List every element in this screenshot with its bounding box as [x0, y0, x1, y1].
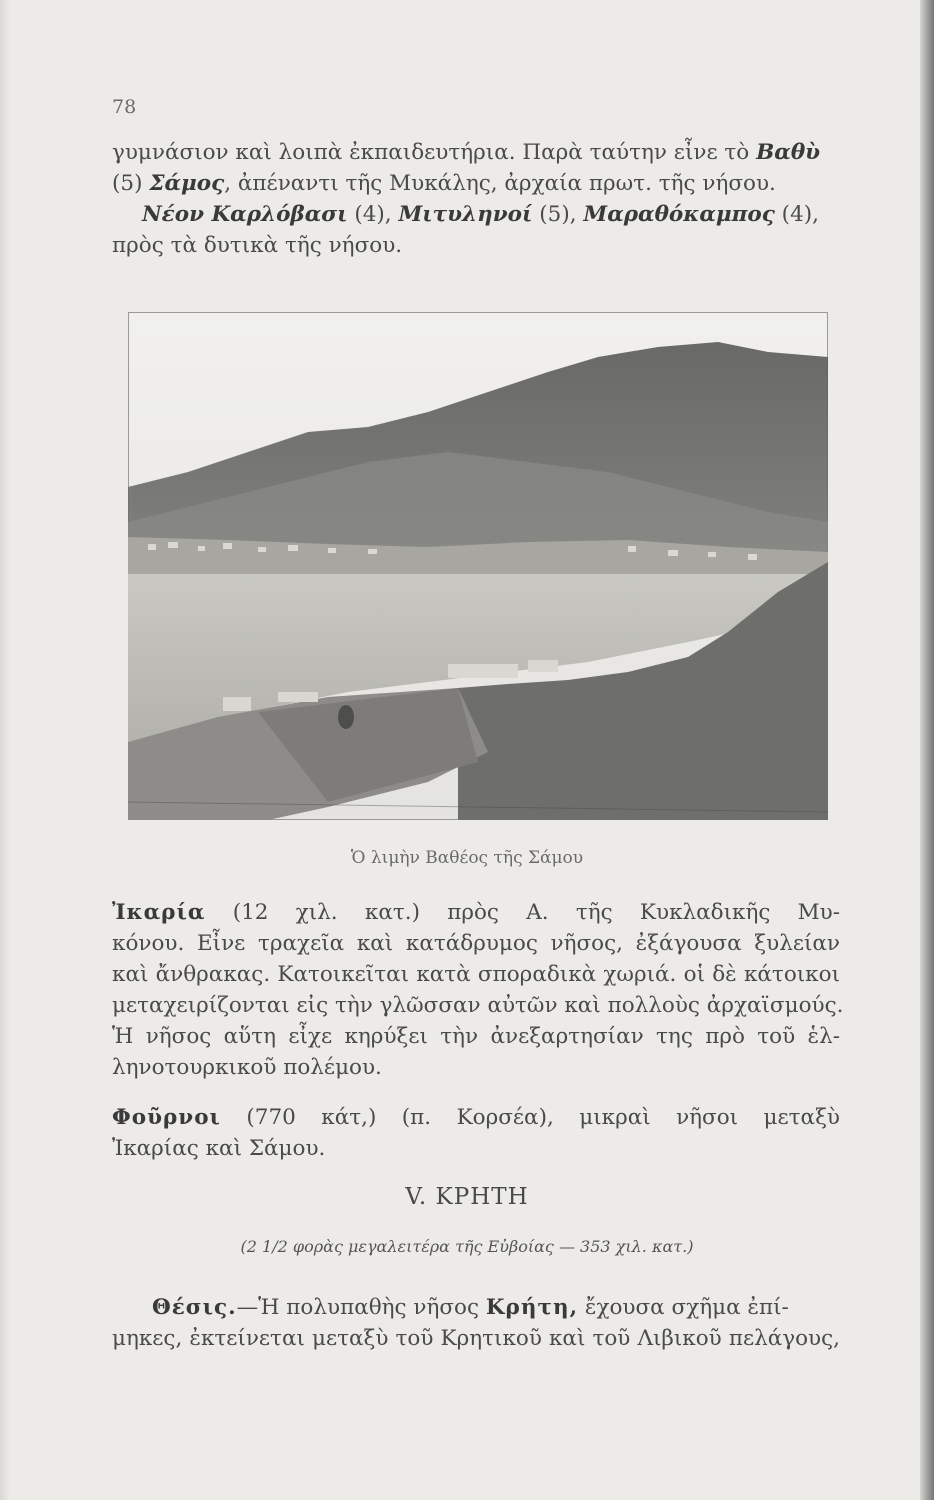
place-marathokampos: Μαραθόκαμπος	[583, 202, 775, 227]
heading-fourni: Φοῦρνοι	[112, 1105, 221, 1130]
figure-caption: Ὁ λιμὴν Βαθέος τῆς Σάμου	[350, 848, 584, 868]
intro-text: (5),	[532, 202, 584, 227]
photo-stain	[338, 705, 354, 729]
intro-text: (5)	[112, 171, 143, 196]
place-samos: Σάμος	[149, 171, 225, 196]
page-edge	[920, 0, 934, 1500]
thesis-line-1	[112, 1292, 840, 1323]
intro-text: (4),	[774, 202, 819, 227]
intro-line-4: πρὸς τὰ δυτικὰ τῆς νήσου.	[112, 233, 403, 258]
intro-text: γυμνάσιον καὶ λοιπὰ ἐκπαιδευτήρια. Παρὰ ταύτην εἶνε τὸ	[112, 140, 750, 165]
thesis-text: ἔχουσα σχῆμα ἐπί-	[578, 1295, 789, 1320]
thesis-line-2: μηκες, ἐκτείνεται μεταξὺ τοῦ Κρητικοῦ καὶ τοῦ Λιβικοῦ πελάγους,	[112, 1326, 840, 1351]
place-mytilinioi: Μιτυληνοί	[398, 202, 533, 227]
chapter-subtitle: (2 1/2 φορὰς μεγαλειτέρα τῆς Εὐβοίας — 353 χιλ. κατ.)	[240, 1237, 694, 1256]
fourni-line-1	[112, 1102, 840, 1133]
place-neon-karlovasi: Νέον Καρλόβασι	[142, 202, 348, 227]
ikaria-line-2: κόνου. Εἶνε τραχεῖα καὶ κατάδρυμος νῆσος, ἐξάγουσα ξυλείαν	[112, 931, 840, 956]
intro-text: , ἀπέναντι τῆς Μυκάλης, ἀρχαία πρωτ. τῆς νήσου.	[224, 171, 776, 196]
intro-text: (4),	[347, 202, 399, 227]
fourni-paragraph	[112, 1102, 840, 1164]
ikaria-paragraph	[112, 897, 844, 1083]
intro-paragraph	[112, 137, 842, 261]
thesis-paragraph	[112, 1292, 840, 1354]
heading-thesis: Θέσις.	[152, 1295, 237, 1320]
ikaria-text: (12 χιλ. κατ.) πρὸς Α. τῆς Κυκλαδικῆς Μυ-	[232, 900, 840, 925]
fourni-line-2: Ἰκαρίας καὶ Σάμου.	[112, 1136, 326, 1161]
ikaria-line-3: καὶ ἄνθρακας. Κατοικεῖται κατὰ σποραδικὰ χωριά. οἱ δὲ κάτοικοι	[112, 962, 840, 987]
page-gutter	[0, 0, 10, 1500]
fourni-text: (770 κάτ,) (π. Κορσέα), μικραὶ νῆσοι μεταξὺ	[246, 1105, 840, 1130]
page-number: 78	[112, 96, 137, 118]
ikaria-line-4: μεταχειρίζονται εἰς τὴν γλῶσσαν αὐτῶν καὶ πολλοὺς ἀρχαϊσμούς.	[112, 993, 844, 1018]
chapter-title: V. ΚΡΗΤΗ	[405, 1184, 529, 1210]
thesis-text: —Ἡ πολυπαθὴς νῆσος	[236, 1295, 486, 1320]
heading-ikaria: Ἰκαρία	[112, 900, 206, 925]
ikaria-line-5: Ἡ νῆσος αὕτη εἶχε κηρύξει τὴν ἀνεξαρτησίαν της πρὸ τοῦ ἑλ-	[112, 1024, 840, 1049]
place-vathy: Βαθὺ	[756, 140, 821, 165]
intro-line-2	[112, 168, 842, 199]
ikaria-line-6: ληνοτουρκικοῦ πολέμου.	[112, 1055, 382, 1080]
ikaria-line-1	[112, 897, 840, 928]
intro-line-3	[112, 199, 842, 230]
harbor-photo	[128, 312, 828, 820]
place-crete: Κρήτη,	[485, 1295, 579, 1320]
intro-line-1	[112, 137, 842, 168]
